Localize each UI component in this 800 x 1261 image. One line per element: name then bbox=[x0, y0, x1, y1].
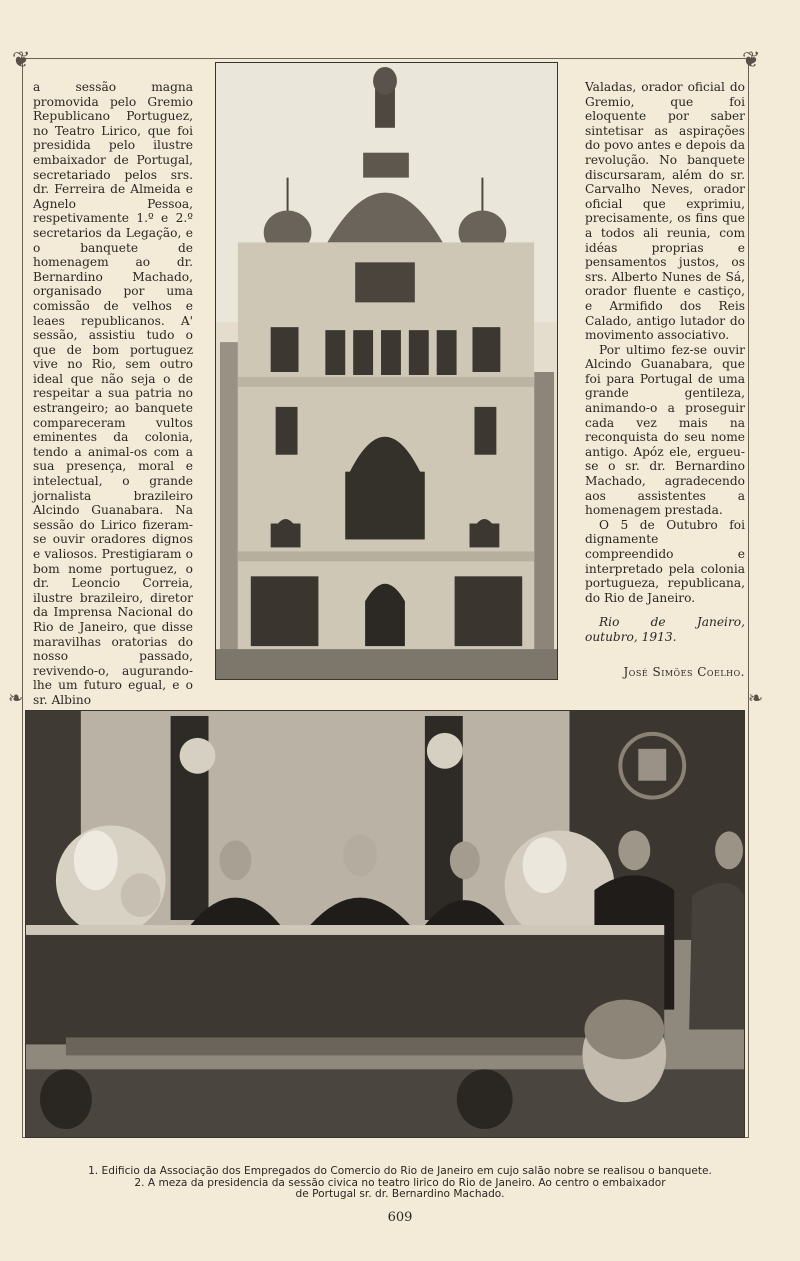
right-paragraph-2: Por ultimo fez-se ouvir Alcindo Guanabara, que foi para Portugal de uma grande gentileza, animando-o a proseguir cada vez mais na reconquista do seu nome antigo. Apóz ele, ergueu-se o sr. dr. Bernardino Machado, agradecendo aos assistentes a homenagem prestada. bbox=[585, 342, 745, 518]
right-paragraph-3: O 5 de Outubro foi dignamente compreendido e interpretado pela colonia portugueza, republicana, do Rio de Janeiro. bbox=[585, 517, 745, 605]
dateline: Rio de Janeiro, outubro, 1913. bbox=[585, 615, 745, 644]
corner-ornament-top-right: ❦ bbox=[742, 48, 761, 73]
presidency-table-photo bbox=[25, 710, 745, 1138]
author-signature: José Simões Coelho. bbox=[623, 664, 745, 679]
side-ornament-right: ❧ bbox=[748, 688, 764, 709]
caption-line-1: 1. Edificio da Associação dos Empregados do Comercio do Rio de Janeiro em cujo salão nobre se realisou o banquete. bbox=[88, 1165, 712, 1177]
side-ornament-left: ❧ bbox=[8, 688, 24, 709]
left-column-text: a sessão magna promovida pelo Gremio Republicano Portuguez, no Teatro Lirico, que foi presidida pelo ilustre embaixador de Portugal, secretariado pelos srs. dr. Ferreira de Almeida e Agnelo Pessoa, respetivamente 1.º e 2.º secretarios da Legação, e o banquete de homenagem ao dr. Bernardino Machado, organisado por uma comissão de velhos e leaes republicanos. A' sessão, assistiu tudo o que de bom portuguez vive no Rio, sem outro ideal que não seja o de respeitar a sua patria no estrangeiro; ao banquete compareceram vultos eminentes da colonia, tendo a animal-os com a sua presença, moral e intelectual, o grande jornalista brazileiro Alcindo Guanabara. Na sessão do Lirico fizeram-se ouvir oradores dignos e valiosos. Prestigiaram o bom nome portuguez, o dr. Leoncio Correia, ilustre brazileiro, diretor da Imprensa Nacional do Rio de Janeiro, que disse maravilhas oratorias do nosso passado, revivendo-o, augurando-lhe um futuro egual, e o sr. Albino bbox=[33, 80, 193, 707]
page-number: 609 bbox=[387, 1210, 413, 1225]
caption-line-2: 2. A meza da presidencia da sessão civica no teatro lirico do Rio de Janeiro. Ao centro o embaixador bbox=[134, 1176, 666, 1189]
photo-caption bbox=[40, 1166, 760, 1201]
right-paragraph-1: Valadas, orador oficial do Gremio, que foi eloquente por saber sintetisar as aspirações do povo antes e depois da revolução. No banquete discursaram, além do sr. Carvalho Neves, orador oficial que exprimiu, precisamente, os fins que a todos ali reunia, com idéas proprias e pensamentos justos, os srs. Alberto Nunes de Sá, orador fluente e castiço, e Armifido dos Reis Calado, antigo lutador do movimento associativo. bbox=[585, 80, 745, 343]
caption-line-3: de Portugal sr. dr. Bernardino Machado. bbox=[295, 1188, 505, 1201]
building-photo bbox=[215, 62, 558, 680]
corner-ornament-top-left: ❦ bbox=[12, 48, 31, 73]
right-column-text bbox=[585, 80, 745, 679]
